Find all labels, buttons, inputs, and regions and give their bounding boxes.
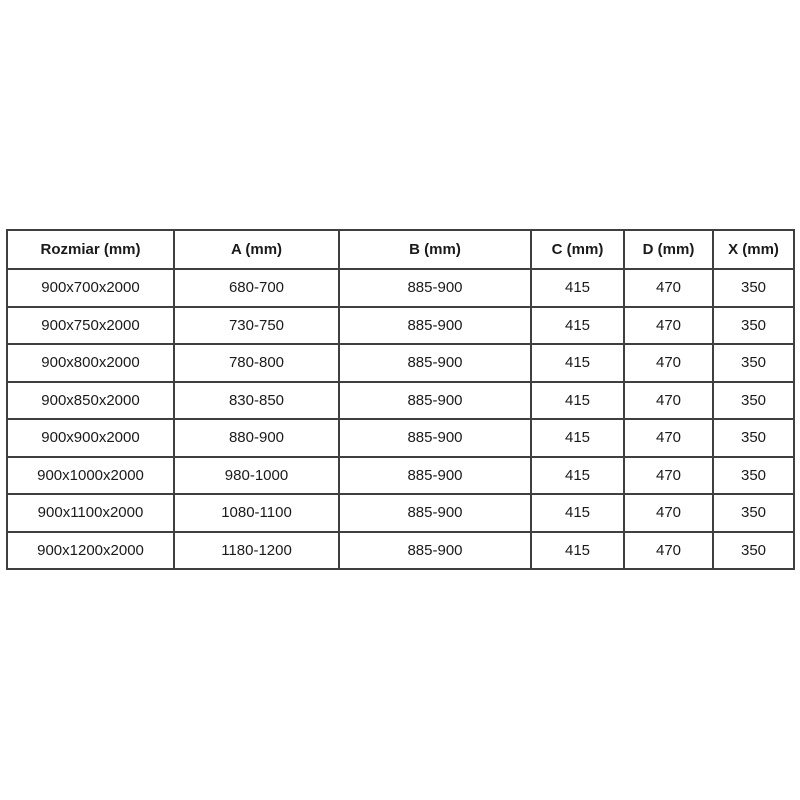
table-cell: 885-900 bbox=[339, 494, 531, 532]
table-cell: 415 bbox=[531, 344, 624, 382]
table-row bbox=[7, 457, 794, 495]
table-cell: 1080-1100 bbox=[174, 494, 339, 532]
table-cell: 730-750 bbox=[174, 307, 339, 345]
table-cell: 470 bbox=[624, 532, 713, 570]
column-header-x: X (mm) bbox=[713, 230, 794, 269]
table-cell: 900x1000x2000 bbox=[7, 457, 174, 495]
table-cell: 350 bbox=[713, 344, 794, 382]
table-cell: 415 bbox=[531, 382, 624, 420]
table-cell: 470 bbox=[624, 457, 713, 495]
column-header-b: B (mm) bbox=[339, 230, 531, 269]
table-cell: 415 bbox=[531, 419, 624, 457]
table-cell: 415 bbox=[531, 457, 624, 495]
table-cell: 350 bbox=[713, 307, 794, 345]
table-cell: 350 bbox=[713, 532, 794, 570]
table-cell: 900x1200x2000 bbox=[7, 532, 174, 570]
column-header-a: A (mm) bbox=[174, 230, 339, 269]
table-cell: 885-900 bbox=[339, 307, 531, 345]
table-cell: 415 bbox=[531, 269, 624, 307]
table-cell: 780-800 bbox=[174, 344, 339, 382]
table-header bbox=[7, 230, 794, 269]
table-cell: 470 bbox=[624, 269, 713, 307]
table-cell: 885-900 bbox=[339, 419, 531, 457]
table-cell: 350 bbox=[713, 269, 794, 307]
table-cell: 470 bbox=[624, 344, 713, 382]
table-cell: 470 bbox=[624, 419, 713, 457]
table-row bbox=[7, 382, 794, 420]
table-cell: 1180-1200 bbox=[174, 532, 339, 570]
size-spec-table-container bbox=[6, 229, 793, 570]
table-cell: 880-900 bbox=[174, 419, 339, 457]
table-cell: 415 bbox=[531, 532, 624, 570]
table-row bbox=[7, 307, 794, 345]
column-header-c: C (mm) bbox=[531, 230, 624, 269]
table-body bbox=[7, 269, 794, 569]
table-cell: 680-700 bbox=[174, 269, 339, 307]
column-header-rozmiar: Rozmiar (mm) bbox=[7, 230, 174, 269]
table-cell: 470 bbox=[624, 382, 713, 420]
table-cell: 900x800x2000 bbox=[7, 344, 174, 382]
table-cell: 885-900 bbox=[339, 344, 531, 382]
table-row bbox=[7, 419, 794, 457]
table-cell: 980-1000 bbox=[174, 457, 339, 495]
table-cell: 900x850x2000 bbox=[7, 382, 174, 420]
table-cell: 885-900 bbox=[339, 532, 531, 570]
table-cell: 885-900 bbox=[339, 269, 531, 307]
table-cell: 350 bbox=[713, 382, 794, 420]
table-row bbox=[7, 344, 794, 382]
table-row bbox=[7, 532, 794, 570]
table-cell: 830-850 bbox=[174, 382, 339, 420]
table-cell: 415 bbox=[531, 307, 624, 345]
table-cell: 350 bbox=[713, 494, 794, 532]
table-cell: 885-900 bbox=[339, 457, 531, 495]
table-cell: 470 bbox=[624, 494, 713, 532]
table-row bbox=[7, 269, 794, 307]
table-cell: 885-900 bbox=[339, 382, 531, 420]
table-cell: 350 bbox=[713, 419, 794, 457]
table-cell: 900x900x2000 bbox=[7, 419, 174, 457]
table-cell: 900x700x2000 bbox=[7, 269, 174, 307]
column-header-d: D (mm) bbox=[624, 230, 713, 269]
table-header-row bbox=[7, 230, 794, 269]
table-cell: 900x1100x2000 bbox=[7, 494, 174, 532]
size-spec-table bbox=[6, 229, 795, 570]
table-cell: 900x750x2000 bbox=[7, 307, 174, 345]
table-row bbox=[7, 494, 794, 532]
table-cell: 350 bbox=[713, 457, 794, 495]
table-cell: 415 bbox=[531, 494, 624, 532]
table-cell: 470 bbox=[624, 307, 713, 345]
